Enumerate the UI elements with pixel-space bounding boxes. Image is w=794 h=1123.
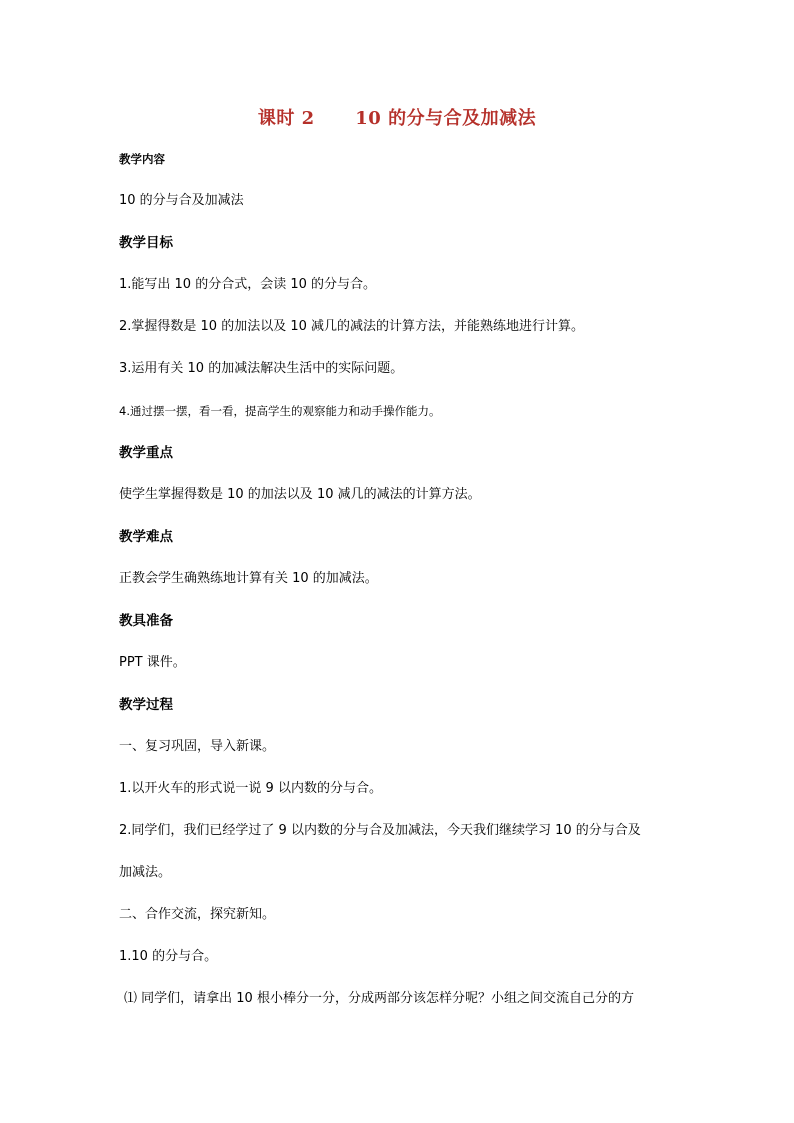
- paragraph: 1.能写出 10 的分合式，会读 10 的分与合。: [119, 277, 377, 292]
- paragraph: 3.运用有关 10 的加减法解决生活中的实际问题。: [119, 361, 404, 376]
- paragraph: 正教会学生确熟练地计算有关 10 的加减法。: [119, 571, 378, 586]
- paragraph: PPT 课件。: [119, 655, 186, 670]
- paragraph: 4.通过摆一摆，看一看，提高学生的观察能力和动手操作能力。: [119, 404, 441, 418]
- heading-difficulties: 教学难点: [119, 529, 173, 545]
- heading-teaching-goals: 教学目标: [119, 235, 173, 251]
- paragraph: 二、合作交流，探究新知。: [119, 907, 276, 922]
- heading-key-points: 教学重点: [119, 445, 173, 461]
- heading-teaching-content: 教学内容: [119, 152, 165, 166]
- paragraph: 1.10 的分与合。: [119, 949, 218, 964]
- heading-teaching-aids: 教具准备: [119, 613, 173, 629]
- paragraph: 使学生掌握得数是 10 的加法以及 10 减几的减法的计算方法。: [119, 487, 481, 502]
- paragraph: ⑴ 同学们，请拿出 10 根小棒分一分，分成两部分该怎样分呢？小组之间交流自己分的方: [124, 991, 634, 1006]
- paragraph: 加减法。: [119, 865, 172, 880]
- heading-teaching-process: 教学过程: [119, 697, 173, 713]
- paragraph: 10 的分与合及加减法: [119, 193, 244, 208]
- document-title: 课时 2 10 的分与合及加减法: [257, 108, 537, 129]
- paragraph: 2.掌握得数是 10 的加法以及 10 减几的减法的计算方法，并能熟练地进行计算。: [119, 319, 585, 334]
- paragraph: 2.同学们，我们已经学过了 9 以内数的分与合及加减法，今天我们继续学习 10 的分与合及: [119, 823, 641, 838]
- paragraph: 1.以开火车的形式说一说 9 以内数的分与合。: [119, 781, 382, 796]
- paragraph: 一、复习巩固，导入新课。: [119, 739, 276, 754]
